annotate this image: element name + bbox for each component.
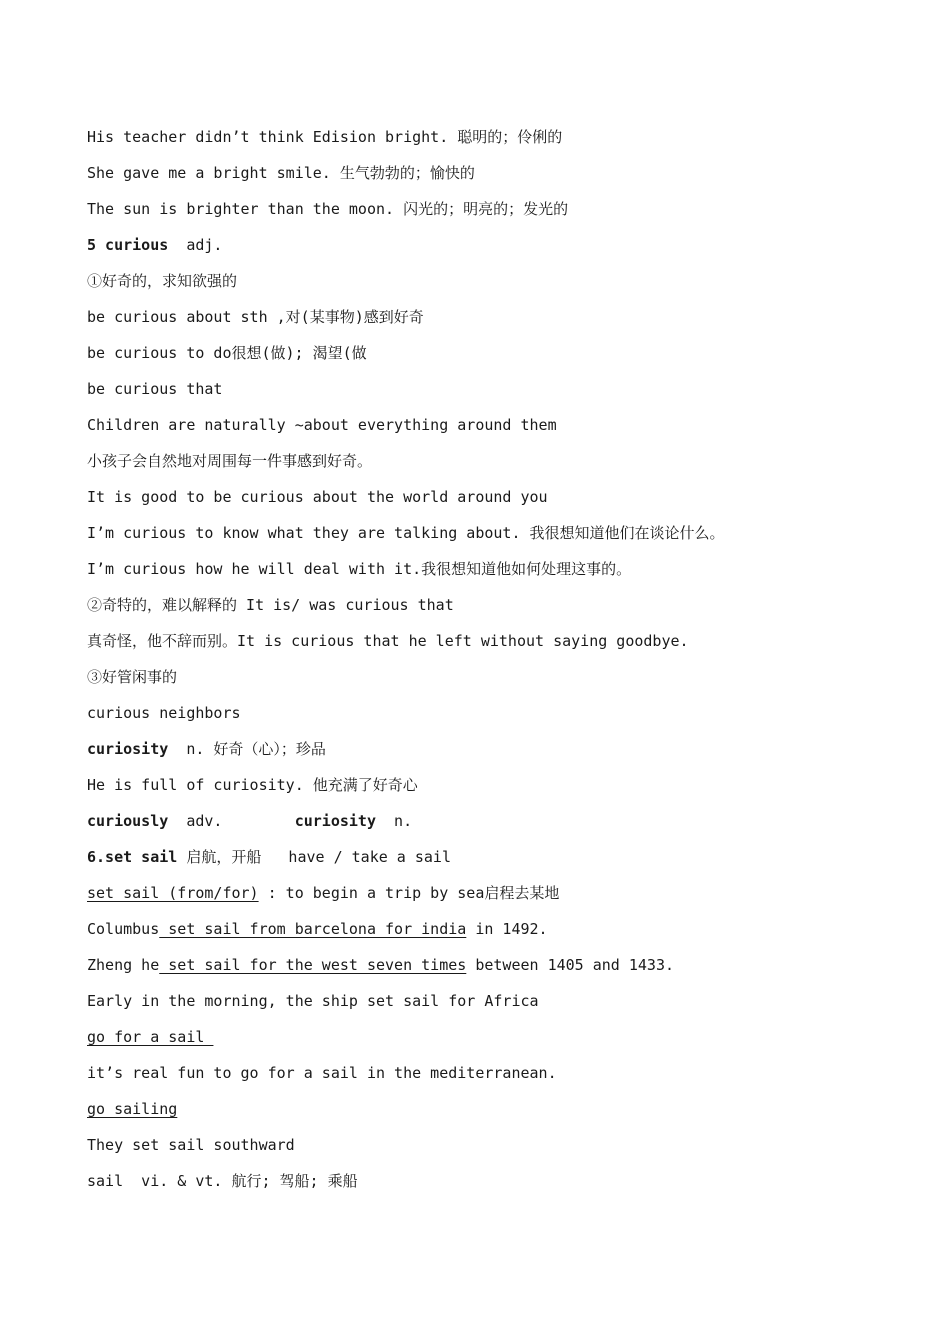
line-text: between 1405 and 1433. [466,956,675,974]
heading-line [87,233,887,269]
entry-heading: 6.set sail [87,848,178,866]
text-line [87,485,887,521]
text-line [87,773,887,809]
heading-line [87,809,887,845]
underlined-phrase: set sail from barcelona for india [159,920,467,938]
line-text: Columbus [87,920,160,938]
line-text: I’m curious to know what they are talking about. 我很想知道他们在谈论什么。 [87,524,725,542]
line-text: adj. [168,236,223,254]
heading-line [87,737,887,773]
text-line [87,665,887,701]
text-lines [87,125,887,1205]
text-line [87,1061,887,1097]
line-text: It is good to be curious about the world around you [87,488,548,506]
line-text: 真奇怪，他不辞而别。It is curious that he left without saying goodbye. [87,632,689,650]
entry-heading: curiously [87,812,169,830]
line-text: 启航，开船 have / take a sail [177,848,451,866]
text-line [87,377,887,413]
line-text: 小孩子会自然地对周围每一件事感到好奇。 [87,452,373,470]
text-line [87,701,887,737]
entry-heading: 5 curious [87,236,169,254]
text-line [87,1097,887,1133]
line-text: Early in the morning, the ship set sail for Africa [87,992,539,1010]
line-text: They set sail southward [87,1136,295,1154]
line-text: n. [376,812,413,830]
line-text: The sun is brighter than the moon. 闪光的；明亮的；发光的 [87,200,569,218]
text-line [87,1025,887,1061]
line-text: Zheng he [87,956,160,974]
text-line [87,413,887,449]
text-line [87,881,887,917]
text-line [87,449,887,485]
underlined-phrase: go for a sail [87,1028,214,1046]
text-line [87,1133,887,1169]
line-text: Children are naturally ~about everything around them [87,416,557,434]
text-line [87,1169,887,1205]
text-line [87,629,887,665]
text-line [87,917,887,953]
entry-heading: curiosity [294,812,376,830]
text-line [87,269,887,305]
line-text: be curious about sth ,对(某事物)感到好奇 [87,308,424,326]
text-line [87,989,887,1025]
line-text: it’s real fun to go for a sail in the mediterranean. [87,1064,557,1082]
line-text: He is full of curiosity. 他充满了好奇心 [87,776,418,794]
line-text: curious neighbors [87,704,241,722]
text-line [87,953,887,989]
text-line [87,197,887,233]
line-text: adv. [168,812,295,830]
text-line [87,125,887,161]
line-text: n. 好奇（心）；珍品 [168,740,326,758]
line-text: ③好管闲事的 [87,668,178,686]
line-text: She gave me a bright smile. 生气勃勃的；愉快的 [87,164,475,182]
line-text: be curious that [87,380,223,398]
line-text: ②奇特的，难以解释的 It is/ was curious that [87,596,454,614]
heading-line [87,845,887,881]
line-text: I’m curious how he will deal with it.我很想知道他如何处理这事的。 [87,560,632,578]
line-text: be curious to do很想(做); 渴望(做 [87,344,367,362]
line-text: : to begin a trip by sea启程去某地 [258,884,560,902]
text-line [87,305,887,341]
text-line [87,593,887,629]
text-line [87,341,887,377]
text-line [87,521,887,557]
underlined-phrase: set sail for the west seven times [159,956,467,974]
text-line [87,557,887,593]
text-line [87,161,887,197]
entry-heading: curiosity [87,740,169,758]
line-text: His teacher didn’t think Edision bright. 聪明的；伶俐的 [87,128,563,146]
underlined-phrase: set sail (from/for) [87,884,259,902]
underlined-phrase: go sailing [87,1100,178,1118]
line-text: ①好奇的，求知欲强的 [87,272,238,290]
line-text: sail vi. & vt. 航行; 驾船; 乘船 [87,1172,358,1190]
line-text: in 1492. [466,920,548,938]
